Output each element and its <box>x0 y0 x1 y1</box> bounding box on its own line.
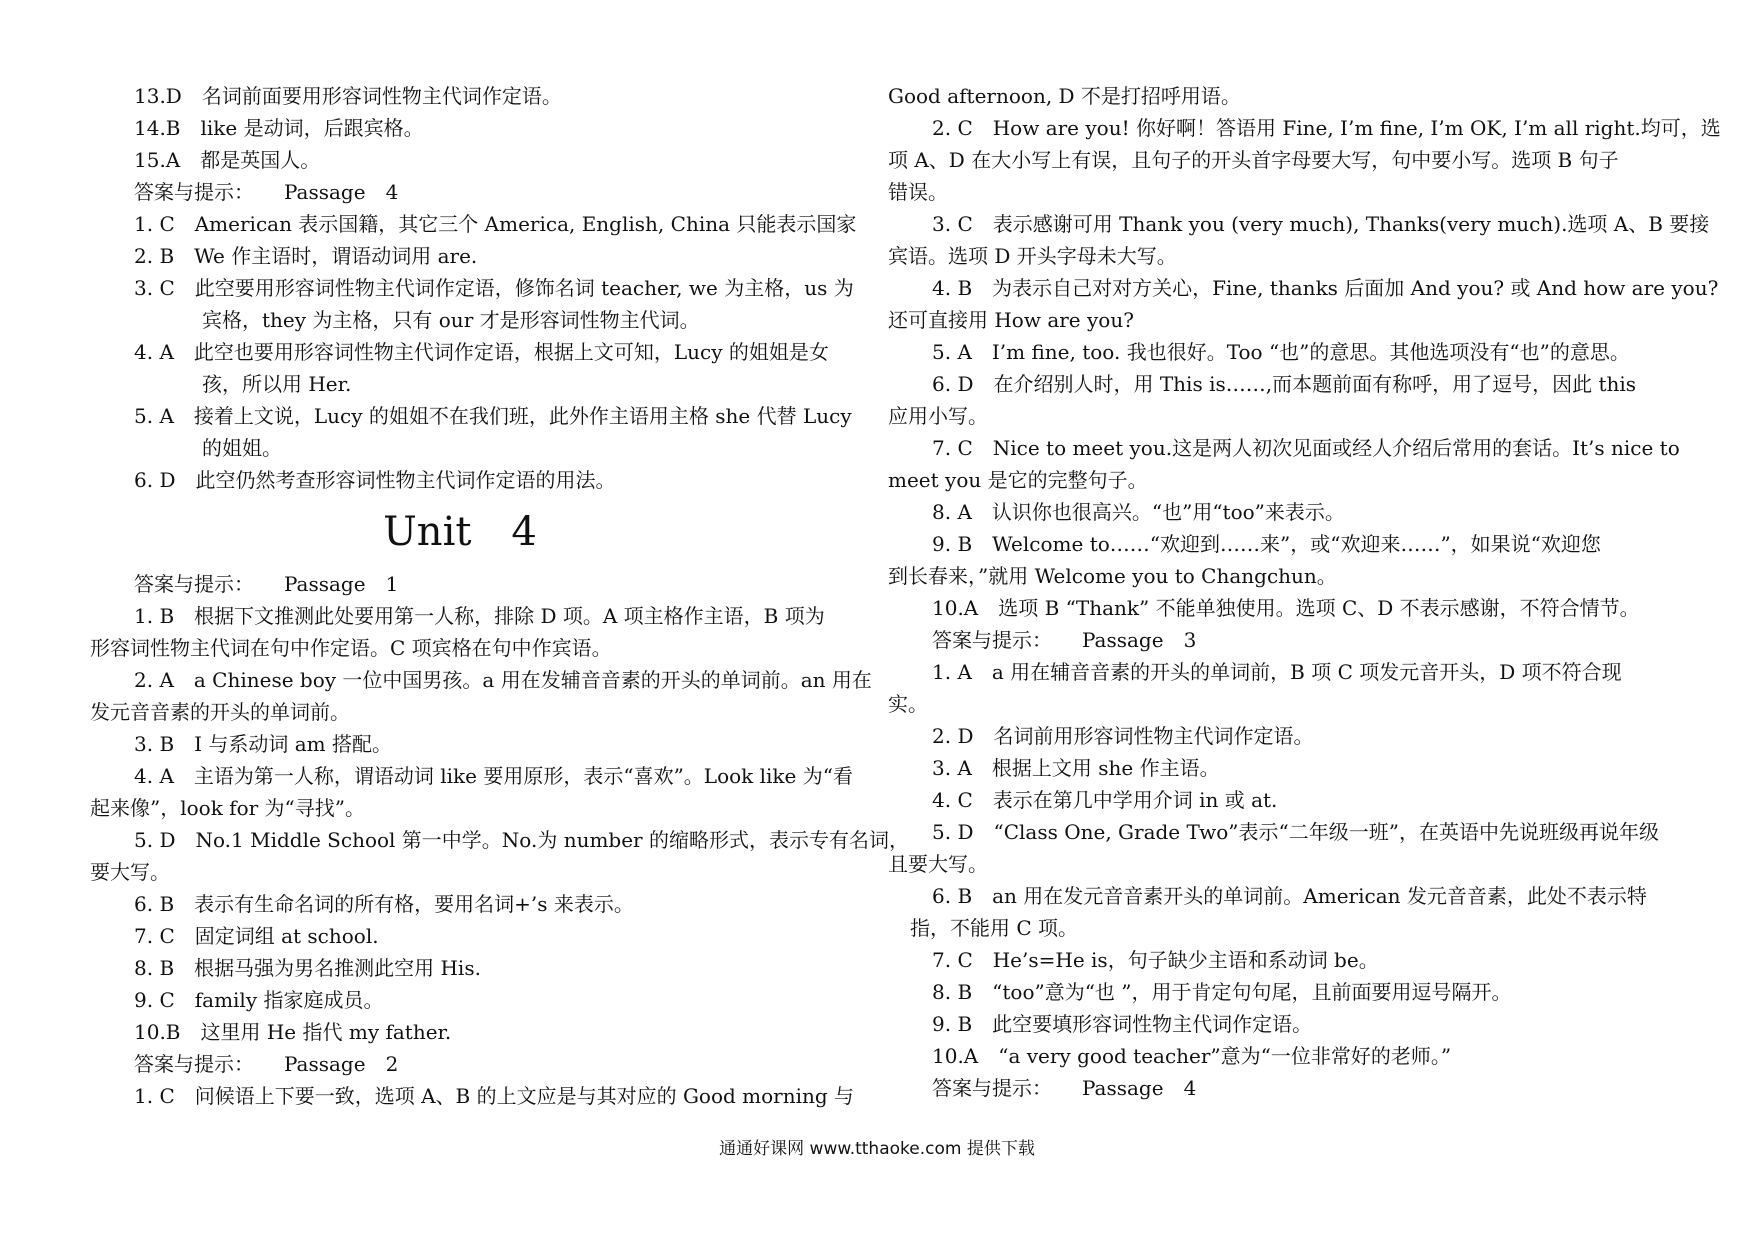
text-line: 10.A 选项 B “Thank” 不能单独使用。选项 C、D 不表示感谢，不符合情节。 <box>932 596 1640 620</box>
text-line: 8. B “too”意为“也 ”，用于肯定句句尾，且前面要用逗号隔开。 <box>932 980 1512 1004</box>
text-line: 指，不能用 C 项。 <box>910 916 1079 940</box>
text-line: 7. C He’s=He is，句子缺少主语和系动词 be。 <box>932 948 1379 972</box>
text-line: 9. B Welcome to……“欢迎到……来”，或“欢迎来……”，如果说“欢迎您 <box>932 532 1601 556</box>
text-line: 6. D 此空仍然考查形容词性物主代词作定语的用法。 <box>134 468 616 492</box>
text-line: 答案与提示： Passage 1 <box>134 572 399 596</box>
text-line: 5. D “Class One, Grade Two”表示“二年级一班”，在英语中先说班级再说年级 <box>932 820 1659 844</box>
text-line: 3. C 表示感谢可用 Thank you (very much), Thanks(very much).选项 A、B 要接 <box>932 212 1710 236</box>
text-line: 4. A 此空也要用形容词性物主代词作定语，根据上文可知，Lucy 的姐姐是女 <box>134 340 829 364</box>
text-line: 宾格，they 为主格，只有 our 才是形容词性物主代词。 <box>202 308 700 332</box>
text-line: 答案与提示： Passage 2 <box>134 1052 399 1076</box>
text-line: 发元音音素的开头的单词前。 <box>90 700 350 724</box>
text-line: 7. C 固定词组 at school. <box>134 924 379 948</box>
text-line: 答案与提示： Passage 4 <box>134 180 399 204</box>
text-line: 2. C How are you! 你好啊！答语用 Fine, I’m fine, I’m OK, I’m all right.均可，选 <box>932 116 1721 140</box>
text-line: 3. B I 与系动词 am 搭配。 <box>134 732 392 756</box>
right-column <box>888 80 1721 1104</box>
text-line: 还可直接用 How are you? <box>888 308 1134 332</box>
text-line: 6. D 在介绍别人时，用 This is……,而本题前面有称呼，用了逗号，因此 this <box>932 372 1637 396</box>
text-line: 8. A 认识你也很高兴。“也”用“too”来表示。 <box>932 500 1345 524</box>
text-line: 4. B 为表示自己对对方关心，Fine, thanks 后面加 And you? 或 And how are you? <box>932 276 1719 300</box>
text-line: 实。 <box>888 692 928 716</box>
text-line: 3. C 此空要用形容词性物主代词作定语，修饰名词 teacher, we 为主格，us 为 <box>134 276 854 300</box>
text-line: 2. B We 作主语时，谓语动词用 are. <box>134 244 478 268</box>
text-line: 1. B 根据下文推测此处要用第一人称，排除 D 项。A 项主格作主语，B 项为 <box>134 604 825 628</box>
text-line: 项 A、D 在大小写上有误，且句子的开头首字母要大写，句中要小写。选项 B 句子 <box>888 148 1619 172</box>
text-line: 4. C 表示在第几中学用介词 in 或 at. <box>932 788 1278 812</box>
text-line: 3. A 根据上文用 she 作主语。 <box>932 756 1220 780</box>
text-line: 5. A I’m fine, too. 我也很好。Too “也”的意思。其他选项没有“也”的意思。 <box>932 340 1630 364</box>
text-line: 1. C American 表示国籍，其它三个 America, English, China 只能表示国家 <box>134 212 857 236</box>
text-line: 的姐姐。 <box>202 436 282 460</box>
text-line: 且要大写。 <box>888 852 988 876</box>
text-line: meet you 是它的完整句子。 <box>888 468 1148 492</box>
text-line: 6. B an 用在发元音音素开头的单词前。American 发元音音素，此处不表示特 <box>932 884 1647 908</box>
text-line: 6. B 表示有生命名词的所有格，要用名词+’s 来表示。 <box>134 892 634 916</box>
text-line: 孩，所以用 Her. <box>202 372 352 396</box>
text-line: 形容词性物主代词在句中作定语。C 项宾格在句中作宾语。 <box>90 636 612 660</box>
text-line: 2. A a Chinese boy 一位中国男孩。a 用在发辅音音素的开头的单词前。an 用在 <box>134 668 872 692</box>
text-line: 7. C Nice to meet you.这是两人初次见面或经人介绍后常用的套话。It’s nice to <box>932 436 1680 460</box>
text-line: Good afternoon, D 不是打招呼用语。 <box>888 84 1241 108</box>
text-line: 5. A 接着上文说，Lucy 的姐姐不在我们班，此外作主语用主格 she 代替 Lucy <box>134 404 852 428</box>
text-line: 10.B 这里用 He 指代 my father. <box>134 1020 452 1044</box>
text-line: 5. D No.1 Middle School 第一中学。No.为 number 的缩略形式，表示专有名词， <box>134 828 909 852</box>
unit-heading: Unit 4 <box>383 509 537 555</box>
text-line: 起来像”，look for 为“寻找”。 <box>90 796 365 820</box>
text-line: 13.D 名词前面要用形容词性物主代词作定语。 <box>134 84 562 108</box>
text-line: 2. D 名词前用形容词性物主代词作定语。 <box>932 724 1314 748</box>
text-line: 10.A “a very good teacher”意为“一位非常好的老师。” <box>932 1044 1452 1068</box>
text-line: 9. C family 指家庭成员。 <box>134 988 384 1012</box>
left-column <box>90 80 909 1112</box>
text-line: 14.B like 是动词，后跟宾格。 <box>134 116 424 140</box>
text-line: 错误。 <box>888 180 948 204</box>
text-line: 答案与提示： Passage 4 <box>932 1076 1197 1100</box>
text-line: 要大写。 <box>90 860 170 884</box>
page-footer: 通通好课网 www.tthaoke.com 提供下载 <box>719 1139 1035 1159</box>
text-line: 答案与提示： Passage 3 <box>932 628 1197 652</box>
text-line: 到长春来，”就用 Welcome you to Changchun。 <box>888 564 1337 588</box>
text-line: 1. A a 用在辅音音素的开头的单词前，B 项 C 项发元音开头，D 项不符合现 <box>932 660 1622 684</box>
text-line: 宾语。选项 D 开头字母未大写。 <box>888 244 1177 268</box>
text-line: 8. B 根据马强为男名推测此空用 His. <box>134 956 481 980</box>
text-line: 应用小写。 <box>888 404 988 428</box>
text-line: 15.A 都是英国人。 <box>134 148 321 172</box>
text-line: 9. B 此空要填形容词性物主代词作定语。 <box>932 1012 1313 1036</box>
text-line: 4. A 主语为第一人称，谓语动词 like 要用原形，表示“喜欢”。Look like 为“看 <box>134 764 853 788</box>
text-line: 1. C 问候语上下要一致，选项 A、B 的上文应是与其对应的 Good morning 与 <box>134 1084 855 1108</box>
